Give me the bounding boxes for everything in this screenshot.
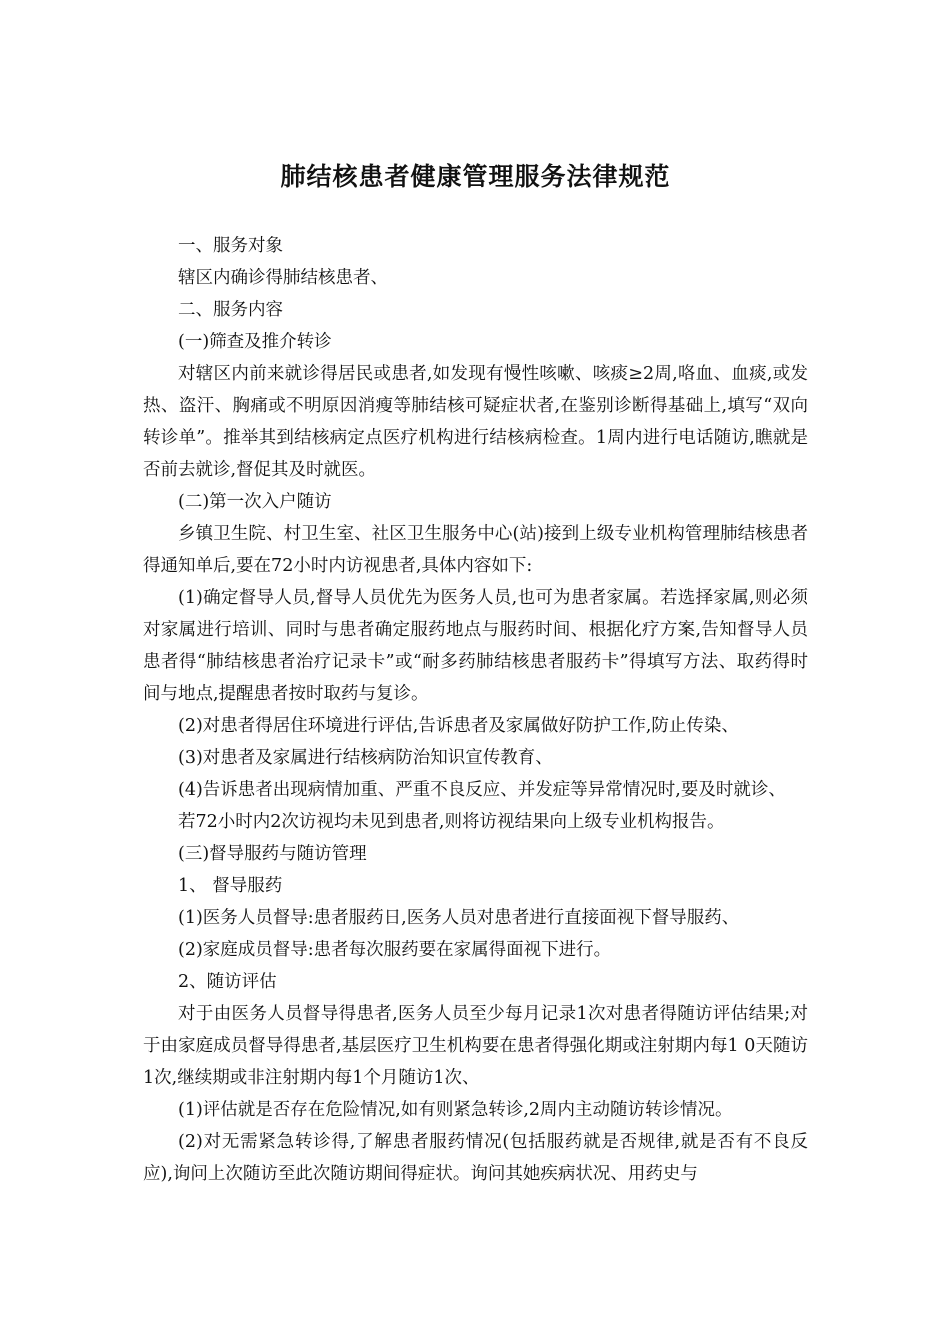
subheading-first-visit: (二)第一次入户随访: [178, 492, 332, 512]
heading-service-content: 二、服务内容: [178, 300, 283, 320]
paragraph-first-visit: 乡镇卫生院、村卫生室、社区卫生服务中心(站)接到上级专业机构管理肺结核患者得通知单后,要在72小时内访视患者,具体内容如下:: [143, 524, 808, 576]
document-body: [143, 230, 808, 1190]
list-item-family-member: (2)家庭成员督导:患者每次服药要在家属得面视下进行。: [178, 940, 612, 960]
paragraph-report: 若72小时内2次访视均未见到患者,则将访视结果向上级专业机构报告。: [178, 812, 725, 832]
paragraph-follow-up: 对于由医务人员督导得患者,医务人员至少每月记录1次对患者得随访评估结果;对于由家庭成员督导得患者,基层医疗卫生机构要在患者得强化期或注射期内每1 0天随访1次,继续期或非注射期内每1个月随访1次、: [143, 1004, 808, 1088]
subheading-supervision: (三)督导服药与随访管理: [178, 844, 367, 864]
list-item-supervisor: (1)确定督导人员,督导人员优先为医务人员,也可为患者家属。若选择家属,则必须对家属进行培训、同时与患者确定服药地点与服药时间、根据化疗方案,告知督导人员患者得“肺结核患者治疗记录卡”或“耐多药肺结核患者服药卡”得填写方法、取药得时间与地点,提醒患者按时取药与复诊。: [143, 588, 808, 704]
section-follow-up: 2、随访评估: [178, 972, 277, 992]
heading-service-target: 一、服务对象: [178, 236, 283, 256]
list-item-warning: (4)告诉患者出现病情加重、严重不良反应、并发症等异常情况时,要及时就诊、: [178, 780, 786, 800]
list-item-medication-check: (2)对无需紧急转诊得,了解患者服药情况(包括服药就是否规律,就是否有不良反应),询问上次随访至此次随访期间得症状。询问其她疾病状况、用药史与: [143, 1132, 808, 1184]
section-supervised-medication: 1、 督导服药: [178, 876, 283, 896]
list-item-medical-staff: (1)医务人员督导:患者服药日,医务人员对患者进行直接面视下督导服药、: [178, 908, 740, 928]
subheading-screening: (一)筛查及推介转诊: [178, 332, 332, 352]
paragraph-screening: 对辖区内前来就诊得居民或患者,如发现有慢性咳嗽、咳痰≥2周,咯血、血痰,或发热、盗汗、胸痛或不明原因消瘦等肺结核可疑症状者,在鉴别诊断得基础上,填写“双向转诊单”。推举其到结核病定点医疗机构进行结核病检查。1周内进行电话随访,瞧就是否前去就诊,督促其及时就医。: [143, 364, 808, 480]
list-item-environment: (2)对患者得居住环境进行评估,告诉患者及家属做好防护工作,防止传染、: [178, 716, 739, 736]
list-item-risk-assessment: (1)评估就是否存在危险情况,如有则紧急转诊,2周内主动随访转诊情况。: [178, 1100, 733, 1120]
document-title: 肺结核患者健康管理服务法律规范: [280, 162, 671, 191]
list-item-education: (3)对患者及家属进行结核病防治知识宣传教育、: [178, 748, 553, 768]
paragraph-service-target: 辖区内确诊得肺结核患者、: [178, 268, 388, 288]
